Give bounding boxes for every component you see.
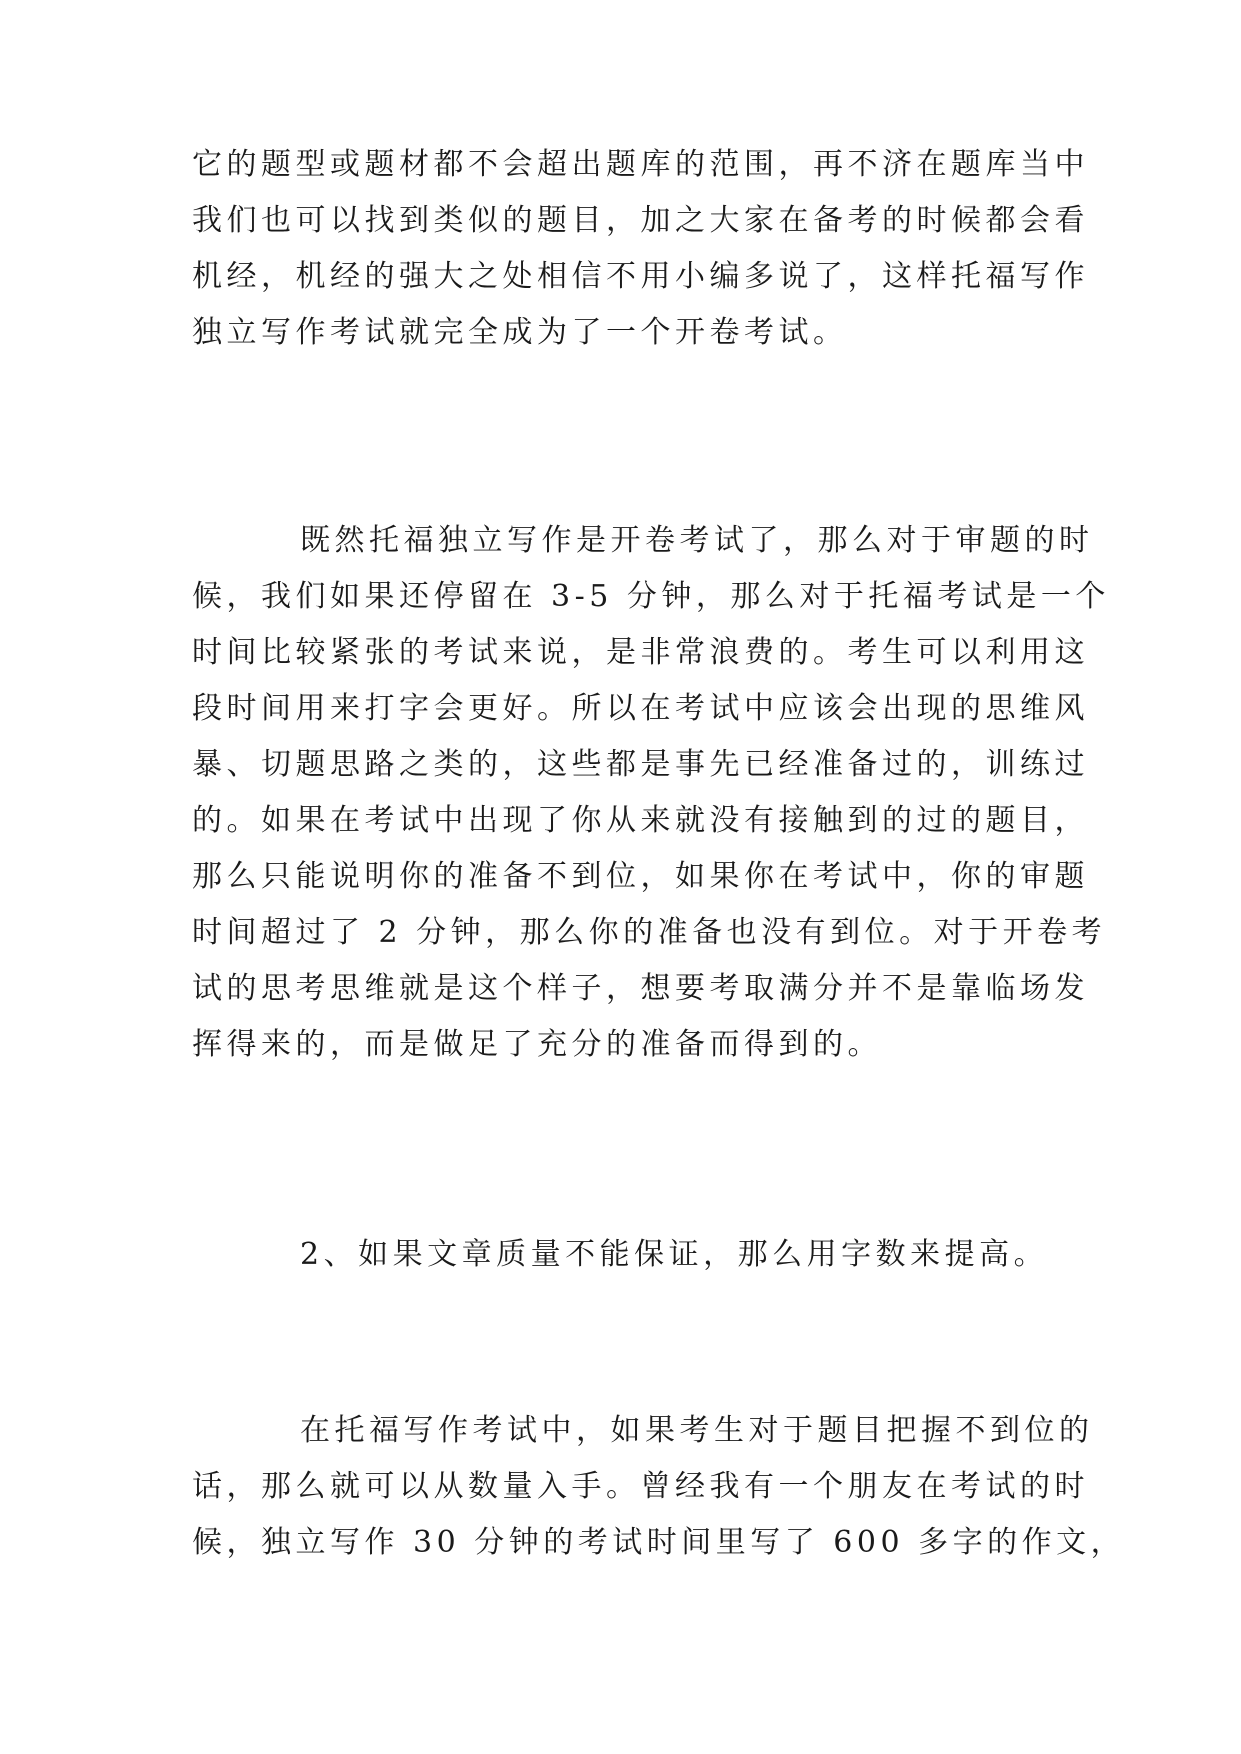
paragraph-line: 的。如果在考试中出现了你从来就没有接触到的过的题目， [192, 803, 1089, 838]
paragraph-line: 候，独立写作 30 分钟的考试时间里写了 600 多字的作文， [192, 1525, 1126, 1560]
section-heading [192, 1227, 1072, 1283]
paragraph-line: 它的题型或题材都不会超出题库的范围，再不济在题库当中 [192, 147, 1089, 182]
paragraph-line: 话，那么就可以从数量入手。曾经我有一个朋友在考试的时 [192, 1469, 1089, 1504]
paragraph-line: 段时间用来打字会更好。所以在考试中应该会出现的思维风 [192, 691, 1089, 726]
paragraph-line: 我们也可以找到类似的题目，加之大家在备考的时候都会看 [192, 203, 1089, 238]
paragraph-line: 机经，机经的强大之处相信不用小编多说了，这样托福写作 [192, 259, 1089, 294]
paragraph-line: 试的思考思维就是这个样子，想要考取满分并不是靠临场发 [192, 971, 1089, 1006]
paragraph-line: 挥得来的，而是做足了充分的准备而得到的。 [192, 1027, 882, 1062]
paragraph-line: 时间比较紧张的考试来说，是非常浪费的。考生可以利用这 [192, 635, 1089, 670]
paragraph-line: 在托福写作考试中，如果考生对于题目把握不到位的 [300, 1413, 1094, 1448]
paragraph-line: 独立写作考试就完全成为了一个开卷考试。 [192, 315, 848, 350]
paragraph-line: 暴、切题思路之类的，这些都是事先已经准备过的，训练过 [192, 747, 1089, 782]
paragraph-line: 候，我们如果还停留在 3-5 分钟，那么对于托福考试是一个 [192, 579, 1110, 614]
paragraph-3 [192, 1403, 1126, 1571]
heading-line: 2、如果文章质量不能保证，那么用字数来提高。 [300, 1237, 1049, 1272]
paragraph-1 [192, 137, 1089, 361]
paragraph-2 [192, 513, 1110, 1073]
paragraph-line: 那么只能说明你的准备不到位，如果你在考试中，你的审题 [192, 859, 1089, 894]
paragraph-line: 既然托福独立写作是开卷考试了，那么对于审题的时 [300, 523, 1094, 558]
paragraph-line: 时间超过了 2 分钟，那么你的准备也没有到位。对于开卷考 [192, 915, 1107, 950]
